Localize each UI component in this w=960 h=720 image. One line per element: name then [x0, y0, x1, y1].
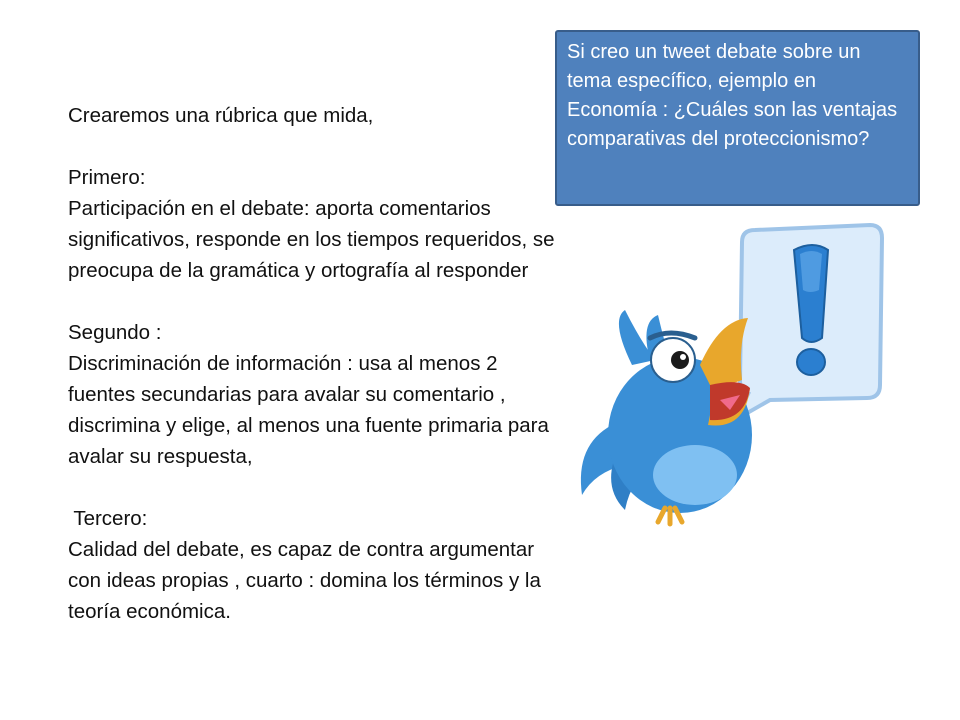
section-heading-3: Tercero:: [68, 507, 148, 530]
twitter-bird-illustration: [570, 210, 890, 530]
spacer: [68, 472, 568, 503]
rubric-text: [68, 100, 568, 627]
section-text-2: Discriminación de información : usa al menos 2 fuentes secundarias para avalar su comentario , discrimina y elige, al menos una fuente primaria para avalar su respuesta,: [68, 352, 549, 468]
intro-line: Crearemos una rúbrica que mida,: [68, 104, 374, 127]
twitter-bird-shouting-icon: [581, 310, 752, 524]
spacer: [68, 131, 568, 162]
section-text-3: Calidad del debate, es capaz de contra argumentar con ideas propias , cuarto : domina los términos y la teoría económica.: [68, 538, 541, 623]
spacer: [68, 286, 568, 317]
question-callout-box: Si creo un tweet debate sobre un tema específico, ejemplo en Economía : ¿Cuáles son las ventajas comparativas del proteccionismo?: [555, 30, 920, 206]
section-heading-2: Segundo :: [68, 321, 162, 344]
section-text-1: Participación en el debate: aporta comentarios significativos, responde en los tiempos requeridos, se preocupa de la gramática y ortografía al responder: [68, 197, 555, 282]
section-heading-1: Primero:: [68, 166, 146, 189]
exclamation-speech-bubble-icon: [735, 225, 882, 420]
